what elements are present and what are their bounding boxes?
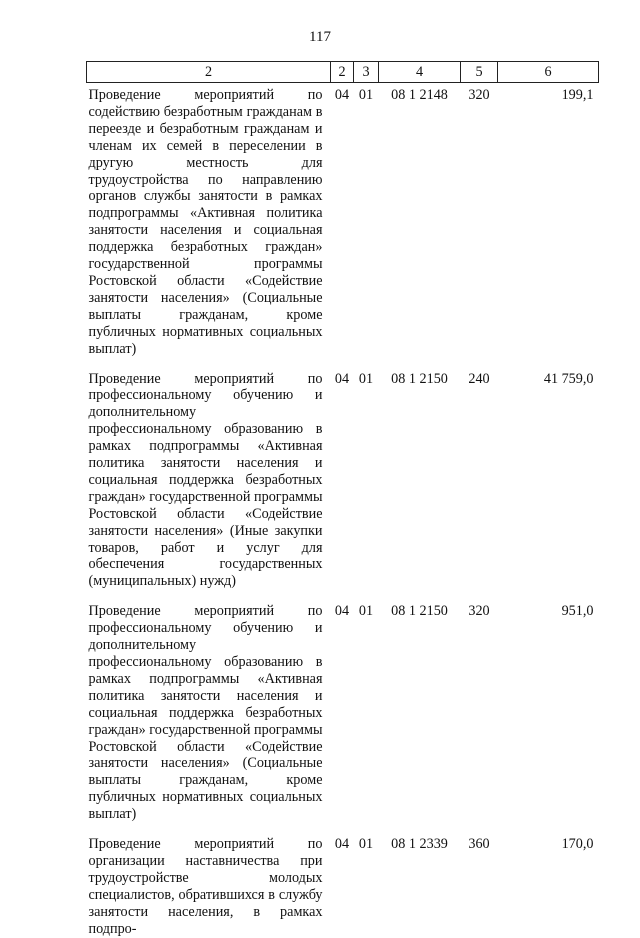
row-pr: 01 (358, 836, 374, 853)
header-col-rz: 2 (331, 62, 354, 83)
table-row (87, 83, 599, 367)
table-row (87, 367, 599, 600)
row-name: Проведение мероприятий по организации наставничества при трудоустройстве молодых специалистов, обратившихся в службу занятости населения, в рамках подпро- (88, 836, 323, 937)
page-number: 117 (309, 29, 331, 45)
table-row (87, 599, 599, 832)
table-header (87, 62, 599, 83)
table-body (87, 83, 599, 938)
row-vr: 360 (468, 836, 490, 853)
table-row (87, 832, 599, 937)
row-vr: 320 (468, 603, 490, 620)
row-name: Проведение мероприятий по профессиональному обучению и дополнительному профессиональному образованию в рамках подпрограммы «Активная политика занятости населения и социальная поддержка безработных граждан» государственной программы Ростовской области «Содействие занятости населения» (Иные закупки товаров, работ и услуг для обеспечения государственных (муниципальных) нужд) (88, 370, 323, 590)
row-rz: 04 (334, 370, 350, 387)
row-vr: 240 (468, 370, 490, 387)
row-pr: 01 (358, 370, 374, 387)
row-rz: 04 (334, 603, 350, 620)
row-csr: 08 1 2148 (391, 87, 448, 103)
row-name: Проведение мероприятий по содействию безработным гражданам в переезде и безработным гражданам и членам их семей в переселении в другую местность для трудоустройства по направлению органов службы занятости в рамках подпрограммы «Активная политика занятости населения и социальная поддержка безработных граждан» государственной программы Ростовской области «Содействие занятости населения» (Социальные выплаты гражданам, кроме публичных нормативных социальных выплат) (88, 87, 323, 357)
row-csr: 08 1 2339 (391, 836, 448, 853)
budget-table (86, 61, 599, 938)
header-col-vr: 5 (461, 62, 498, 83)
header-row (87, 62, 599, 83)
row-pr: 01 (358, 603, 374, 620)
row-rz: 04 (334, 87, 350, 103)
row-csr: 08 1 2150 (391, 370, 448, 387)
header-col-sum: 6 (498, 62, 599, 83)
row-sum: 199,1 (561, 87, 594, 103)
row-sum: 170,0 (561, 836, 594, 853)
row-vr: 320 (468, 87, 490, 103)
header-col-csr: 4 (379, 62, 461, 83)
row-pr: 01 (358, 87, 374, 103)
row-sum: 951,0 (561, 603, 594, 620)
row-sum: 41 759,0 (543, 370, 594, 387)
row-name: Проведение мероприятий по профессиональному обучению и дополнительному профессиональному образованию в рамках подпрограммы «Активная политика занятости населения и социальная поддержка безработных граждан» государственной программы Ростовской области «Содействие занятости населения» (Социальные выплаты гражданам, кроме публичных нормативных социальных выплат) (88, 603, 323, 823)
header-col-name: 2 (87, 62, 331, 83)
row-rz: 04 (334, 836, 350, 853)
header-col-pr: 3 (354, 62, 379, 83)
row-csr: 08 1 2150 (391, 603, 448, 620)
